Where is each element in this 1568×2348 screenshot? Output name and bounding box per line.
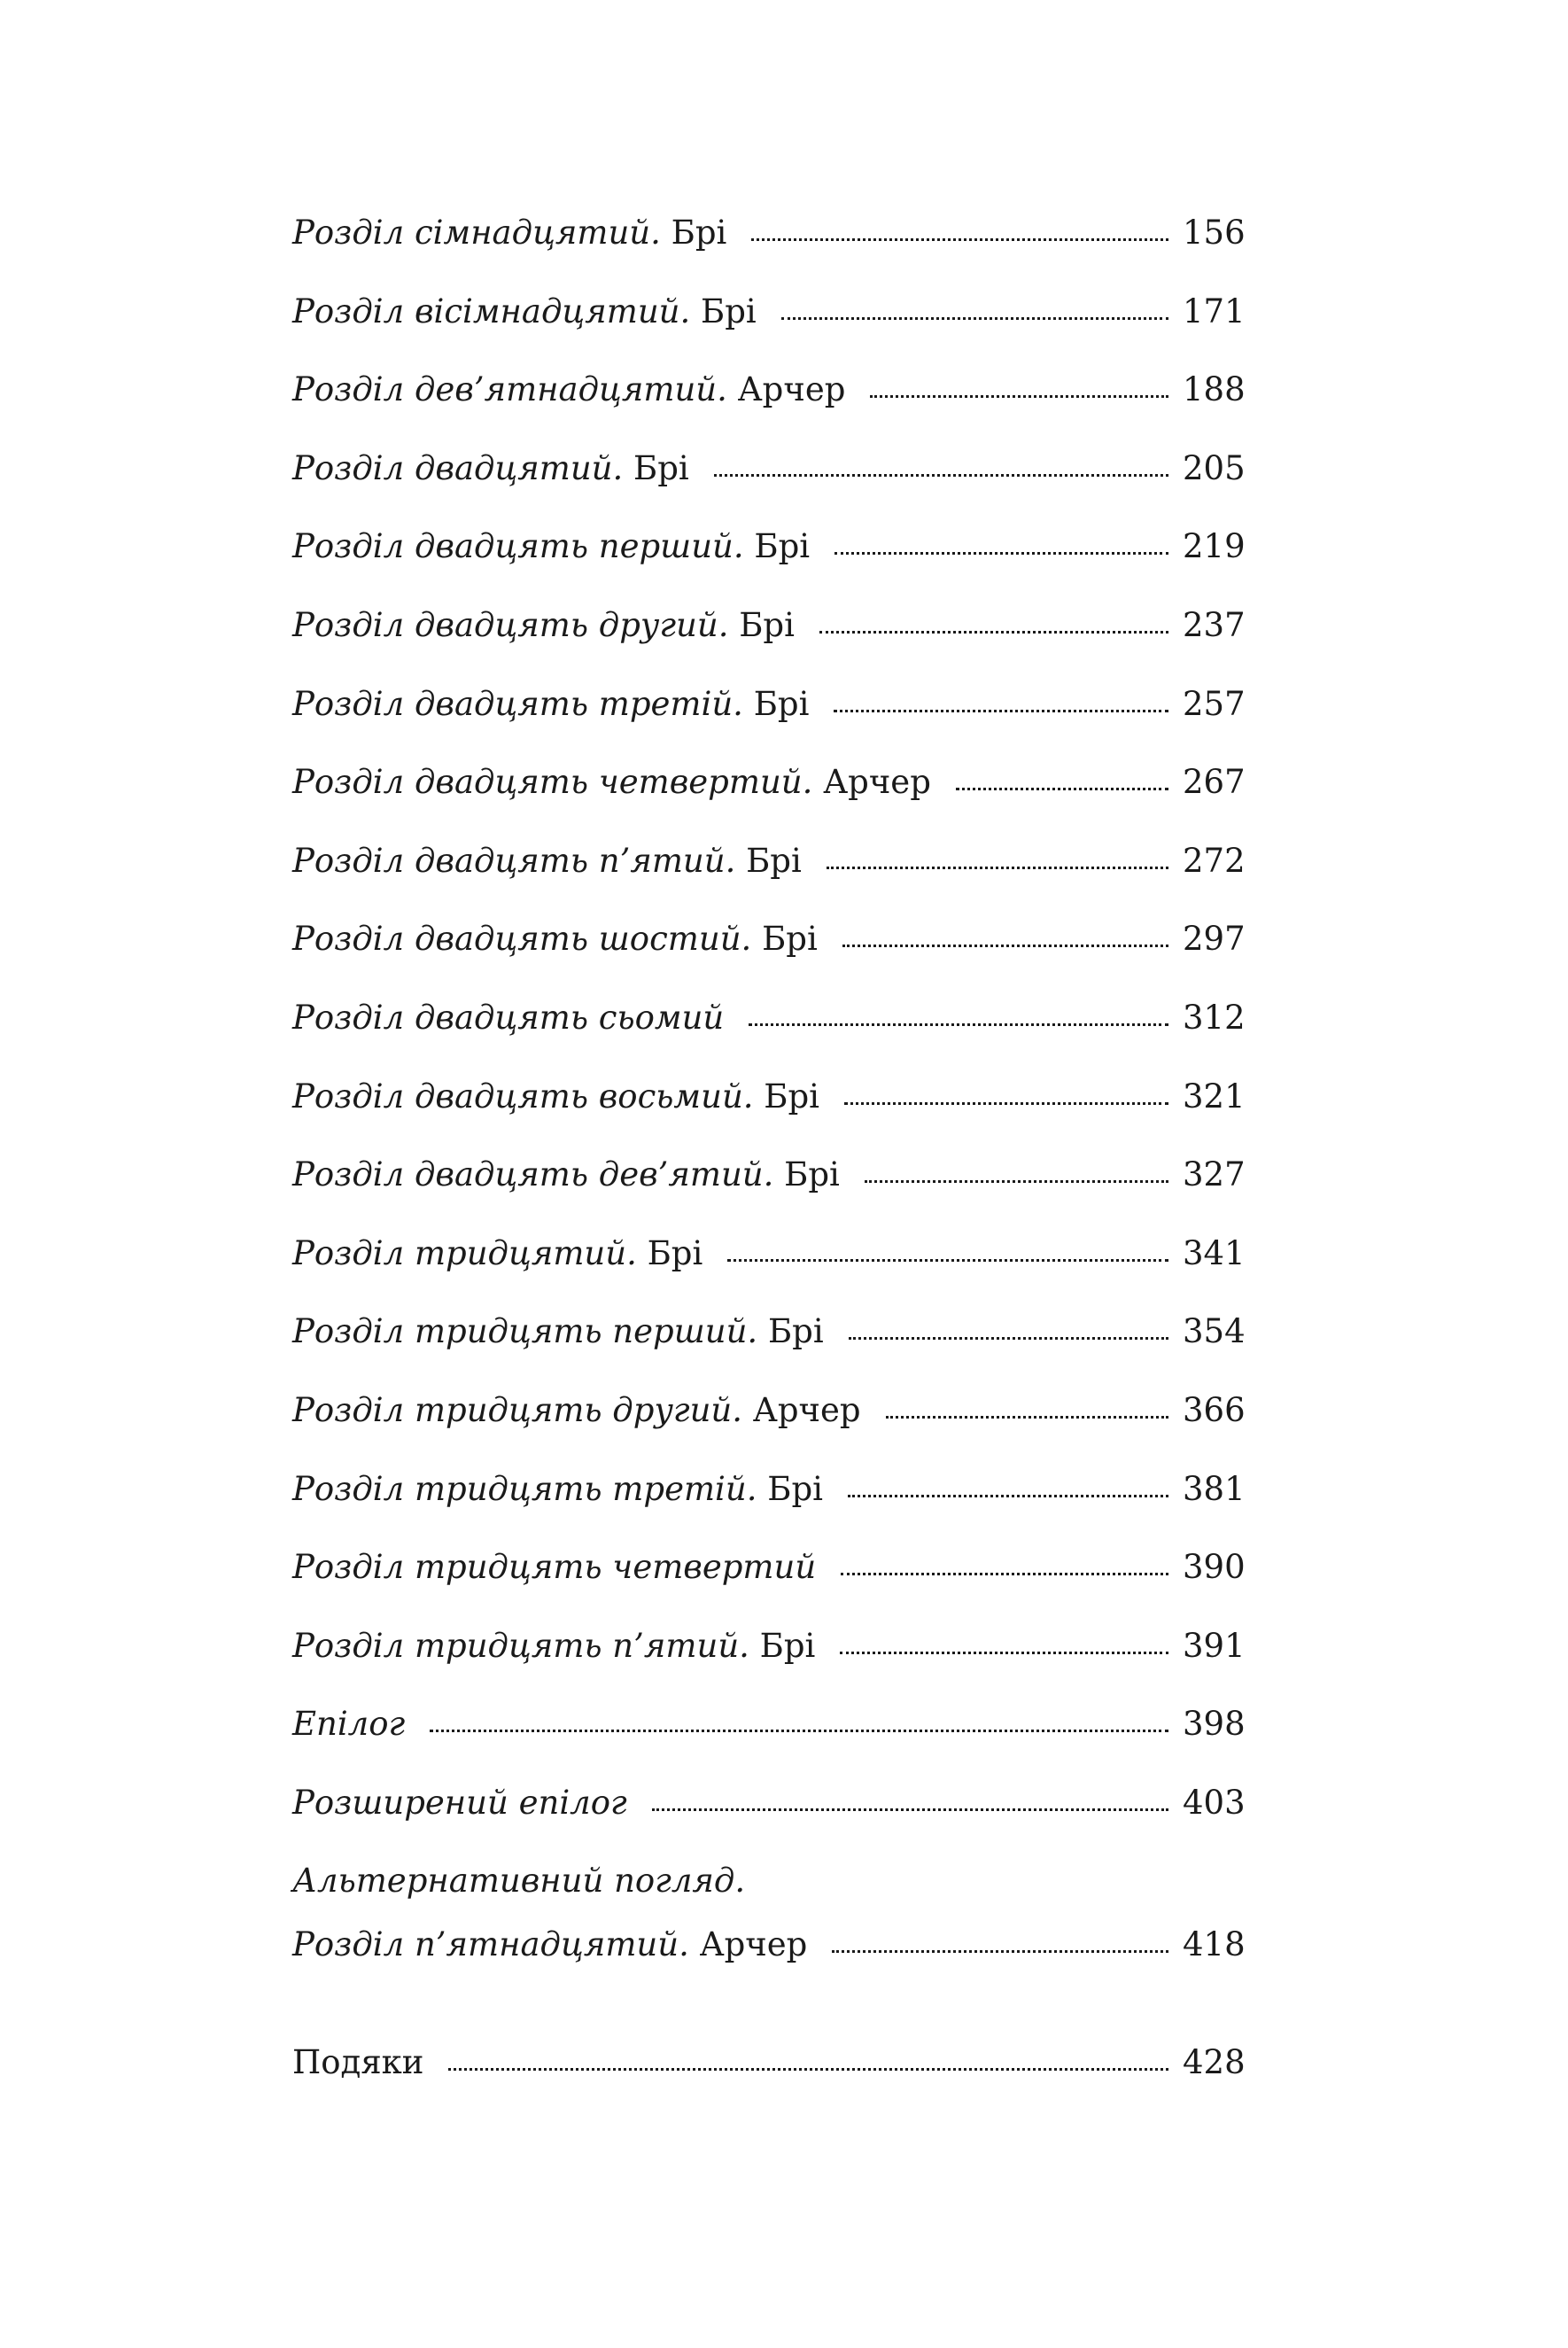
toc-entry-title: [292, 1783, 627, 1822]
toc-entry: [292, 1155, 1246, 1237]
toc-entry-title: [292, 763, 931, 802]
toc-entry-page: 354: [1183, 1312, 1246, 1351]
toc-entry: [292, 1312, 1246, 1394]
toc-entry-title-italic: Розділ двадцять п’ятий.: [292, 841, 736, 880]
toc-entry-title: [292, 998, 725, 1037]
toc-entry-page: 321: [1183, 1077, 1246, 1116]
toc-entry-title-roman: Брі: [735, 841, 802, 880]
toc-entry: [292, 292, 1246, 374]
toc-entry: [292, 922, 1245, 1001]
toc-entry-title-italic: Розділ двадцять третій.: [292, 684, 743, 723]
toc-entry-page: 418: [1183, 1925, 1246, 1964]
toc-entry-title-italic: Розділ двадцять шостий.: [292, 920, 752, 959]
dot-leader: [834, 552, 1168, 555]
toc-entry-title-italic: Розділ тридцять другий.: [292, 1390, 743, 1429]
dot-leader: [841, 1573, 1168, 1575]
toc-entry: [292, 448, 1246, 531]
toc-entries: [292, 216, 1245, 1864]
alternative-heading: Альтернативний погляд.: [292, 1862, 746, 1901]
toc-entry-title: [292, 370, 846, 409]
toc-entry-title-roman: Арчер: [688, 1925, 808, 1964]
toc-entry: [292, 684, 1246, 766]
toc-entry-title: Подяки: [292, 2043, 424, 2082]
toc-entry-title: [292, 527, 811, 566]
toc-entry-page: 391: [1183, 1626, 1246, 1665]
toc-entry-acknowledgements: [292, 2043, 1246, 2125]
toc-entry-title-italic: Розширений епілог: [292, 1783, 627, 1822]
toc-entry: [292, 998, 1246, 1080]
toc-entry-title-italic: Розділ двадцять перший.: [292, 527, 744, 566]
toc-entry-title: [292, 1155, 840, 1194]
toc-entry-title-italic: Розділ тридцятий.: [292, 1233, 637, 1272]
toc-entry-title-roman: Брі: [773, 1155, 840, 1194]
toc-entry-page: 205: [1183, 448, 1246, 487]
toc-entry-page: 237: [1183, 605, 1246, 644]
toc-entry-title-italic: Розділ дев’ятнадцятий.: [292, 370, 727, 409]
dot-leader: [886, 1416, 1168, 1419]
toc-entry-title-roman: Арчер: [726, 370, 846, 409]
toc-entry: [292, 1707, 1245, 1786]
toc-entry-title-roman: Арчер: [742, 1390, 861, 1429]
toc-entry-title: [292, 1705, 406, 1744]
toc-entry: [292, 1077, 1246, 1159]
toc-entry-page: 219: [1183, 527, 1246, 566]
toc-entry-title-roman: Брі: [690, 292, 757, 330]
toc-entry-title-italic: Розділ двадцять другий.: [292, 605, 729, 644]
toc-entry-title-italic: Розділ двадцять сьомий: [292, 998, 725, 1037]
dot-leader: [834, 710, 1168, 712]
toc-entry-title-italic: Розділ тридцять перший.: [292, 1312, 758, 1351]
toc-entry-title-roman: Брі: [728, 605, 795, 644]
toc-entry-page: 312: [1183, 998, 1246, 1037]
toc-entry-title-italic: Розділ п’ятнадцятий.: [292, 1925, 689, 1964]
toc-entry-title-roman: Брі: [742, 684, 810, 723]
dot-leader: [865, 1180, 1168, 1183]
dot-leader: [956, 788, 1168, 790]
toc-entry: [292, 1390, 1246, 1473]
dot-leader: [842, 945, 1168, 947]
toc-entry-title-roman: Брі: [660, 214, 727, 252]
toc-entry-page: 366: [1183, 1390, 1246, 1429]
toc-entry-title: [292, 1626, 816, 1665]
dot-leader: [781, 317, 1168, 320]
dot-leader: [849, 1337, 1168, 1340]
toc-entry-title: [292, 684, 810, 723]
toc-entry-title-italic: Розділ двадцятий.: [292, 448, 624, 487]
toc-entry-title-italic: Розділ двадцять восьмий.: [292, 1077, 754, 1116]
dot-leader: [751, 238, 1168, 241]
toc-entry-title-roman: Брі: [623, 448, 689, 487]
dot-leader: [827, 867, 1168, 869]
toc-entry: [292, 216, 1245, 295]
toc-entry-page: 297: [1183, 920, 1246, 959]
dot-leader: [870, 395, 1168, 398]
toc-entry-title-roman: Брі: [753, 1077, 820, 1116]
toc-entry-page: 341: [1183, 1233, 1246, 1272]
toc-entry-page: 257: [1183, 684, 1246, 723]
toc-entry-title-roman: Брі: [743, 527, 811, 566]
toc-entry: [292, 1548, 1246, 1629]
toc-entry-title: [292, 1390, 861, 1429]
toc-entry-page: 156: [1183, 214, 1246, 252]
dot-leader: [848, 1495, 1168, 1497]
toc-entry-title-roman: Брі: [757, 1469, 823, 1508]
toc-entry-title: [292, 1077, 820, 1116]
toc-entry: [292, 605, 1246, 688]
toc-entry-title-italic: Розділ двадцять четвертий.: [292, 763, 813, 802]
toc-entry-title: [292, 292, 757, 330]
toc-entry: [292, 1233, 1246, 1316]
toc-entry-page: 188: [1183, 370, 1246, 409]
toc-entry-title: [292, 605, 795, 644]
toc-entry-title: [292, 841, 802, 880]
toc-entry-alternative: [292, 1925, 1246, 2007]
toc-entry: [292, 763, 1246, 844]
toc-entry: [292, 1783, 1246, 1865]
toc-entry-page: 381: [1183, 1469, 1246, 1508]
toc-entry-title: [292, 920, 818, 959]
toc-entry-page: 428: [1183, 2043, 1246, 2082]
toc-entry-title-italic: Епілог: [292, 1705, 406, 1744]
toc-entry-page: 398: [1183, 1705, 1246, 1744]
toc-entry-page: 390: [1183, 1548, 1246, 1587]
toc-entry-title-italic: Розділ тридцять четвертий: [292, 1548, 817, 1587]
dot-leader: [840, 1652, 1168, 1654]
table-of-contents: [292, 216, 1245, 2125]
toc-entry-title: [292, 448, 689, 487]
toc-entry-title-roman: Брі: [749, 1626, 816, 1665]
toc-entry-title: [292, 1233, 703, 1272]
toc-entry-title-roman: Брі: [757, 1312, 824, 1351]
toc-entry: [292, 1469, 1246, 1551]
dot-leader: [448, 2068, 1168, 2071]
toc-entry: [292, 527, 1246, 609]
section-gap: [292, 2007, 1245, 2046]
toc-entry-title-italic: Розділ двадцять дев’ятий.: [292, 1155, 774, 1194]
toc-entry-page: 403: [1183, 1783, 1246, 1822]
toc-entry: [292, 1626, 1246, 1708]
toc-entry-page: 272: [1183, 841, 1246, 880]
dot-leader: [430, 1730, 1168, 1732]
toc-entry-title-italic: Розділ сімнадцятий.: [292, 214, 661, 252]
toc-entry-title: [292, 1862, 746, 1901]
dot-leader: [714, 474, 1168, 477]
dot-leader: [832, 1950, 1168, 1953]
toc-entry-page: 327: [1183, 1155, 1246, 1194]
toc-entry-title-roman: Арчер: [812, 763, 931, 802]
toc-entry-title: [292, 1925, 808, 1964]
toc-entry-title: [292, 1312, 824, 1351]
toc-entry-page: 171: [1183, 292, 1246, 330]
toc-entry-title-italic: Розділ вісімнадцятий.: [292, 292, 691, 330]
toc-entry-title: [292, 1469, 823, 1508]
toc-entry-page: 267: [1183, 763, 1246, 802]
dot-leader: [749, 1023, 1168, 1026]
dot-leader: [819, 631, 1168, 634]
toc-entry-title-italic: Розділ тридцять п’ятий.: [292, 1626, 749, 1665]
toc-entry-title: [292, 214, 727, 252]
toc-entry-title-roman: Брі: [751, 920, 818, 959]
dot-leader: [727, 1259, 1168, 1262]
dot-leader: [844, 1102, 1168, 1105]
toc-entry: [292, 370, 1246, 452]
dot-leader: [652, 1808, 1168, 1811]
toc-entry-alternative-heading: [292, 1864, 1245, 1928]
toc-entry-title-roman: Брі: [636, 1233, 703, 1272]
toc-entry: [292, 841, 1246, 923]
toc-entry-title: [292, 1548, 817, 1587]
toc-entry-title-italic: Розділ тридцять третій.: [292, 1469, 757, 1508]
